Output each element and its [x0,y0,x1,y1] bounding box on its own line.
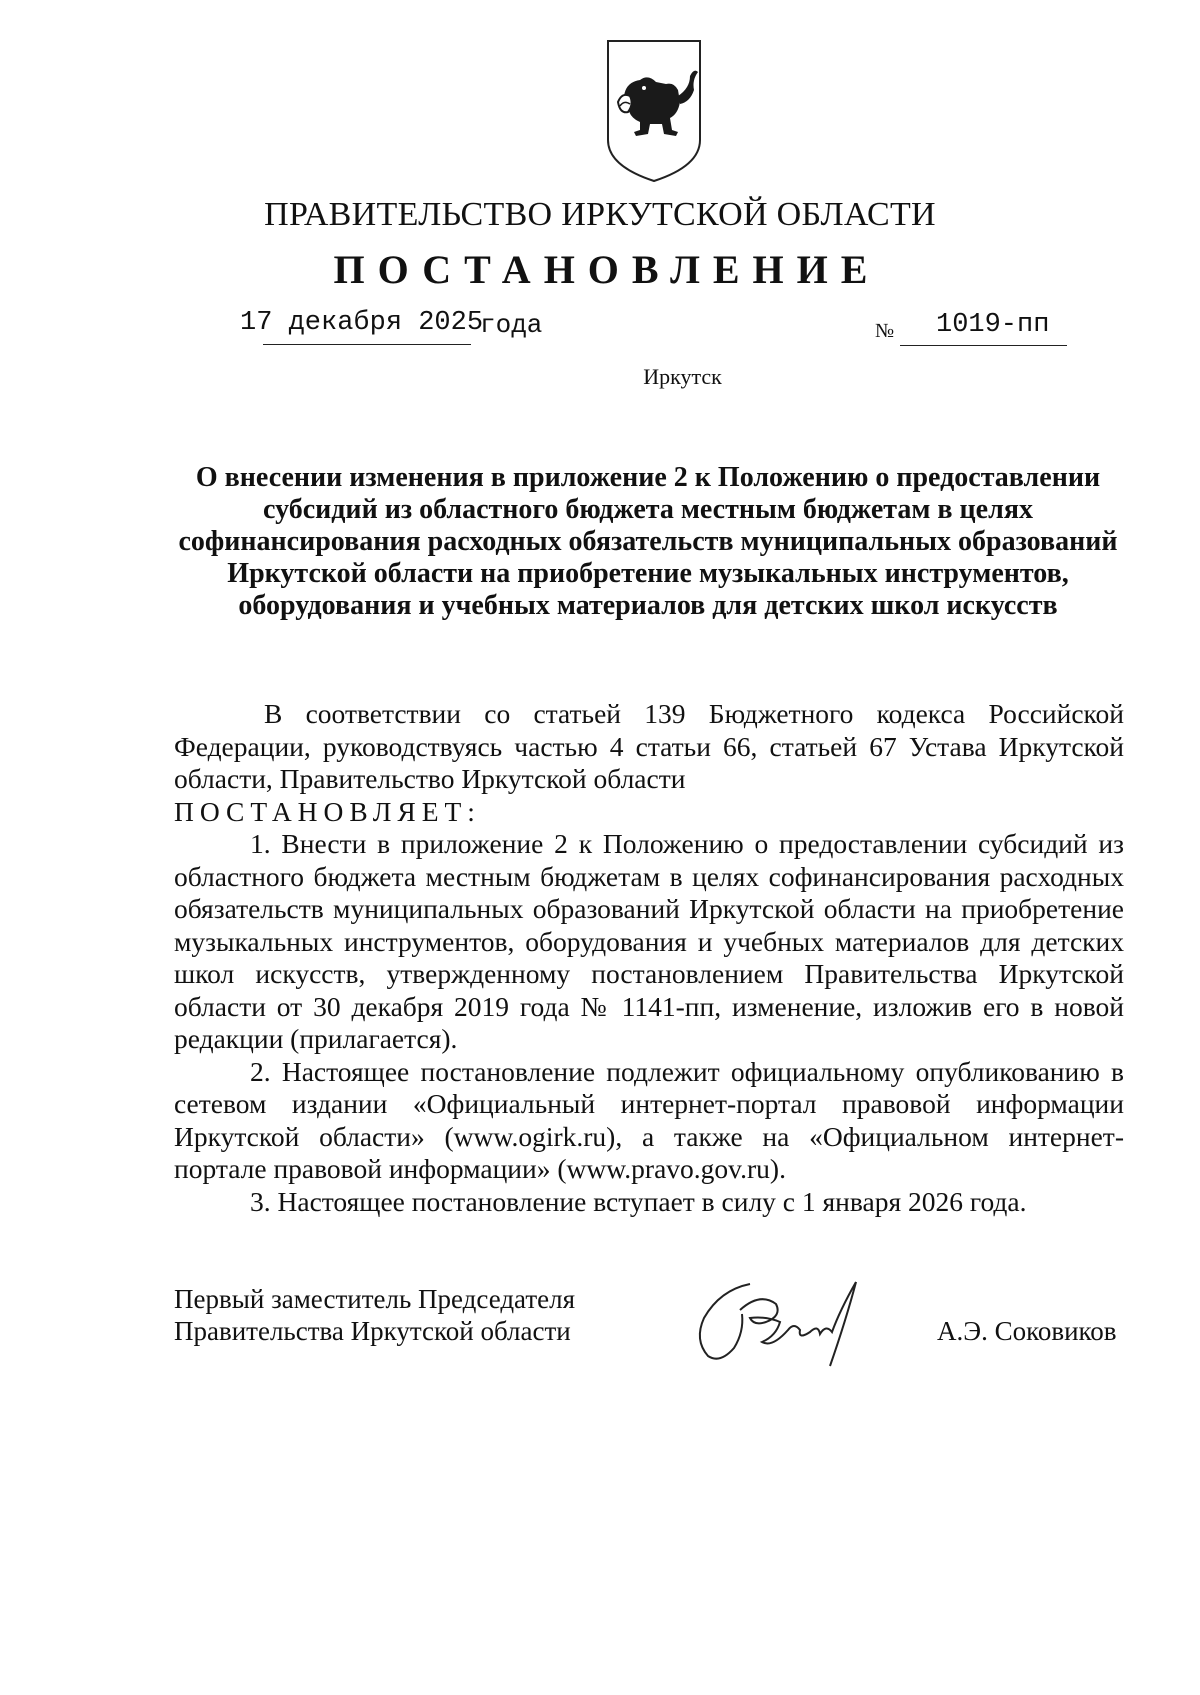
item-paragraph-1: 1. Внести в приложение 2 к Положению о предоставлении субсидий из областного бюджета местным бюджетам в целях софинансирования расходных обязательств муниципальных образований Иркутской области на приобретение музыкальных инструментов, оборудования и учебных материалов для детских школ искусств, утвержденному постановлением Правительства Иркутской области от 30 декабря 2019 года № 1141-пп, изменение, изложив его в новой редакции (прилагается). [174,828,1124,1054]
signatory-position-line-1: Первый заместитель Председателя [174,1284,576,1314]
number-underline [900,345,1067,346]
document-type: ПОСТАНОВЛЕНИЕ [333,247,881,292]
signatory-position-line-2: Правительства Иркутской области [174,1316,571,1346]
number-sign: № [875,320,895,342]
government-name: ПРАВИТЕЛЬСТВО ИРКУТСКОЙ ОБЛАСТИ [264,196,936,233]
coat-of-arms-icon [604,38,704,184]
signatory-name: А.Э. Соковиков [937,1316,1117,1346]
date-suffix: года [480,310,543,340]
item-paragraph-3: 3. Настоящее постановление вступает в силу с 1 января 2026 года. [250,1185,1027,1217]
resolves-heading: ПОСТАНОВЛЯЕТ: [174,795,481,827]
document-date: 17 декабря 2025 [240,308,484,338]
city: Иркутск [643,364,722,389]
item-paragraph-2: 2. Настоящее постановление подлежит официальному опубликованию в сетевом издании «Официальный интернет-портал правовой информации Иркутской области» (www.ogirk.ru), а также на «Официальном интернет-портале правовой информации» (www.pravo.gov.ru). [174,1055,1124,1184]
document-body [174,698,1124,1218]
document-title: О внесении изменения в приложение 2 к Положению о предоставлении субсидий из областного бюджета местным бюджетам в целях софинансирования расходных обязательств муниципальных образований Иркутской области на приобретение музыкальных инструментов, оборудования и учебных материалов для детских школ искусств [178,462,1118,621]
date-underline [263,344,471,345]
handwritten-signature-icon [680,1270,880,1370]
preamble-paragraph: В соответствии со статьей 139 Бюджетного кодекса Российской Федерации, руководствуясь частью 4 статьи 66, статьей 67 Устава Иркутской области, Правительство Иркутской области [174,698,1124,794]
document-number: 1019-пп [936,310,1050,340]
